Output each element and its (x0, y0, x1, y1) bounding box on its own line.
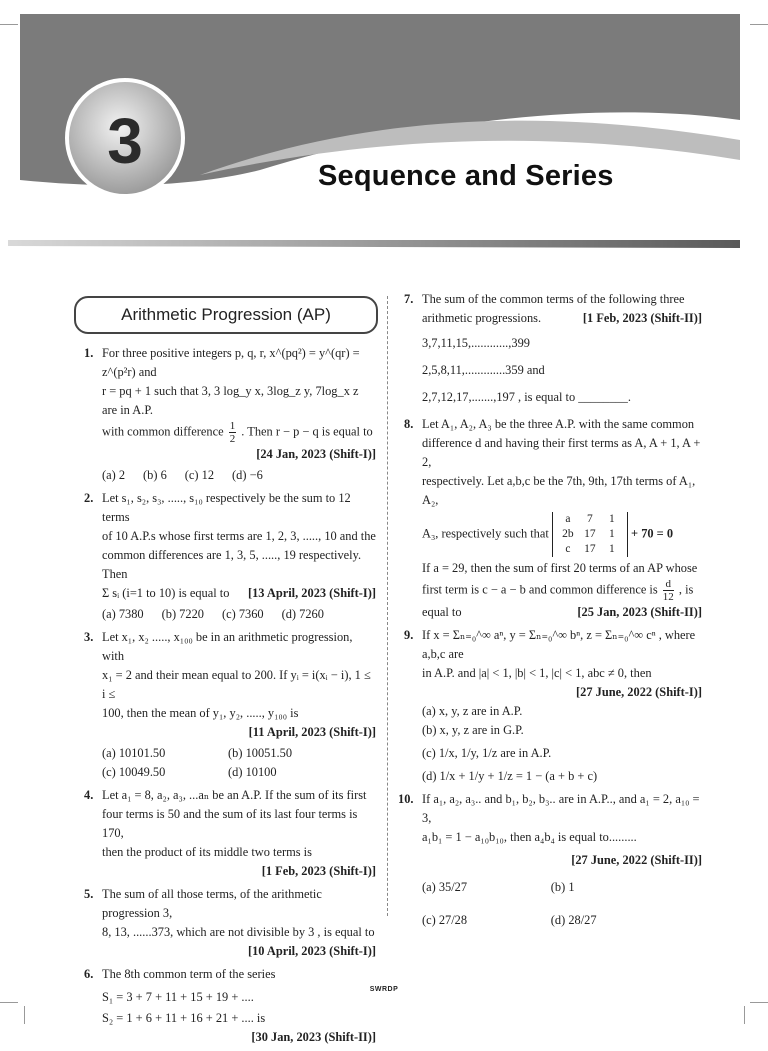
question-source: [24 Jan, 2023 (Shift-I)] (256, 447, 376, 461)
series-1: S₁ = 3 + 7 + 11 + 15 + 19 + .... (102, 990, 254, 1004)
question-text: r = pq + 1 such that 3, 3 log_y x, 3log_z y, 7log_x z are in A.P. (102, 384, 359, 417)
determinant-cell: 1 (609, 513, 615, 525)
crop-mark (750, 1002, 768, 1003)
question-text (422, 578, 702, 603)
question-8 (404, 415, 702, 622)
question-number: 9. (404, 628, 414, 642)
question-text: For three positive integers p, q, r, x^(pq²) = y^(qr) = z^(p²r) and (102, 346, 360, 379)
question-number: 2. (84, 491, 94, 505)
determinant (552, 512, 628, 557)
question-text-part: A₃, respectively such that (422, 526, 549, 541)
question-text: then the product of its middle two terms is (102, 845, 312, 859)
option: (b) x, y, z are in G.P. (422, 723, 524, 737)
progression-3: 2,7,12,17,.......,197 , is equal to ________. (422, 390, 631, 404)
section-heading: Arithmetic Progression (AP) (74, 296, 378, 334)
determinant-cell: 1 (609, 528, 615, 540)
question-5 (84, 885, 376, 961)
question-number: 6. (84, 967, 94, 981)
question-1 (84, 344, 376, 485)
option: (b) 7220 (161, 607, 204, 621)
question-text: If a = 29, then the sum of first 20 terms of an AP whose (422, 561, 698, 575)
determinant-cell: c (565, 543, 571, 555)
option: (a) 7380 (102, 607, 144, 621)
question-text: 8, 13, ......373, which are not divisible by 3 , is equal to (102, 925, 375, 939)
question-text: equal to (422, 605, 462, 619)
options (422, 878, 702, 930)
determinant-row (557, 542, 623, 557)
determinant-cell: 2b (562, 528, 574, 540)
options (102, 744, 376, 782)
question-number: 1. (84, 346, 94, 360)
option: (a) x, y, z are in A.P. (422, 704, 523, 718)
question-text-part: first term is c − a − b and common difference is (422, 582, 658, 597)
question-text: The sum of all those terms, of the arithmetic progression 3, (102, 887, 322, 920)
options (102, 466, 376, 485)
numerator: d (663, 578, 674, 591)
question-text: difference d and having their first terms as A, A + 1, A + 2, (422, 436, 701, 469)
options (102, 605, 376, 624)
question-text: Let a₁ = 8, a₂, a₃, ...aₙ be an A.P. If the sum of its first (102, 788, 367, 802)
option: (d) 10100 (228, 765, 277, 779)
question-text: If a₁, a₂, a₃.. and b₁, b₂, b₃.. are in A.P.., and a₁ = 2, a₁₀ = 3, (422, 792, 700, 825)
option: (d) 1/x + 1/y + 1/z = 1 − (a + b + c) (422, 769, 598, 783)
determinant-cell: 1 (609, 543, 615, 555)
question-source: [13 April, 2023 (Shift-I)] (247, 586, 376, 600)
option: (a) 10101.50 (102, 746, 166, 760)
determinant-row (557, 527, 623, 542)
option: (c) 10049.50 (102, 765, 166, 779)
series-2: S₂ = 1 + 6 + 11 + 16 + 21 + .... is (102, 1011, 266, 1025)
question-6 (84, 965, 376, 1047)
question-source: [11 April, 2023 (Shift-I)] (248, 725, 376, 739)
option: (d) −6 (232, 468, 263, 482)
crop-mark (744, 1006, 745, 1024)
question-text-part: + 70 = 0 (631, 526, 674, 541)
question-number: 5. (84, 887, 94, 901)
column-divider (387, 296, 388, 916)
chapter-title: Sequence and Series (318, 160, 614, 192)
question-source: [27 June, 2022 (Shift-I)] (576, 685, 702, 699)
question-text-part: , is (678, 582, 694, 597)
option: (b) 6 (143, 468, 167, 482)
option: (c) 7360 (221, 607, 264, 621)
crop-mark (750, 24, 768, 25)
option: (a) 35/27 (422, 880, 468, 894)
question-4 (84, 786, 376, 881)
question-9 (404, 626, 702, 786)
page-footer: SWRDP (369, 986, 399, 993)
determinant-row (557, 512, 623, 527)
question-text (422, 512, 702, 557)
crop-mark (0, 24, 18, 25)
progression-1: 3,7,11,15,............,399 (422, 336, 530, 350)
option: (d) 7260 (281, 607, 324, 621)
question-source: [25 Jan, 2023 (Shift-II)] (577, 605, 702, 619)
question-7 (404, 290, 702, 407)
denominator: 12 (662, 591, 674, 603)
option: (b) 10051.50 (228, 746, 293, 760)
summation-expression: Σ sᵢ (i=1 to 10) is equal to (102, 586, 230, 600)
question-text-part: . Then r − p − q is equal to (241, 424, 373, 439)
crop-mark (24, 1006, 25, 1024)
question-text-part: with common difference (102, 424, 224, 439)
crop-mark (0, 1002, 18, 1003)
question-10 (398, 790, 702, 930)
option: (b) 1 (550, 880, 575, 894)
question-number: 4. (84, 788, 94, 802)
determinant-cell: 17 (584, 528, 596, 540)
question-number: 8. (404, 417, 414, 431)
question-number: 10. (398, 792, 414, 806)
question-source: [1 Feb, 2023 (Shift-I)] (261, 864, 376, 878)
option: (d) 28/27 (550, 913, 597, 927)
denominator: 2 (229, 433, 236, 445)
numerator: 1 (229, 420, 236, 432)
question-text: The 8th common term of the series (102, 967, 276, 981)
option: (c) 12 (184, 468, 215, 482)
question-source: [10 April, 2023 (Shift-I)] (247, 944, 376, 958)
question-source: [1 Feb, 2023 (Shift-II)] (582, 311, 702, 325)
question-text: common differences are 1, 3, 5, ....., 19 respectively. Then (102, 548, 362, 581)
right-column (398, 290, 702, 934)
fraction (229, 420, 237, 445)
question-text: x₁ = 2 and their mean equal to 200. If yᵢ = i(xᵢ − i), 1 ≤ i ≤ (102, 668, 371, 701)
question-number: 7. (404, 292, 414, 306)
question-text: The sum of the common terms of the following three (422, 292, 685, 306)
question-text: of 10 A.P.s whose first terms are 1, 2, 3, ....., 10 and the (102, 529, 376, 543)
determinant-cell: a (565, 513, 571, 525)
question-text: a₁b₁ = 1 − a₁₀b₁₀, then a₄b₄ is equal to......... (422, 830, 637, 844)
question-text: If x = Σₙ₌₀^∞ aⁿ, y = Σₙ₌₀^∞ bⁿ, z = Σₙ₌₀^∞ cⁿ , where a,b,c are (422, 628, 696, 661)
question-text: arithmetic progressions. (422, 311, 542, 325)
left-column (84, 296, 376, 1051)
question-text (102, 420, 376, 445)
question-number: 3. (84, 630, 94, 644)
question-text: in A.P. and |a| < 1, |b| < 1, |c| < 1, abc ≠ 0, then (422, 666, 652, 680)
option: (a) 2 (102, 468, 126, 482)
question-source: [27 June, 2022 (Shift-II)] (571, 853, 702, 867)
question-source: [30 Jan, 2023 (Shift-II)] (251, 1030, 376, 1044)
option: (c) 1/x, 1/y, 1/z are in A.P. (422, 746, 552, 760)
question-text: four terms is 50 and the sum of its last four terms is 170, (102, 807, 358, 840)
determinant-cell: 17 (584, 543, 596, 555)
question-text: 100, then the mean of y₁, y₂, ....., y₁₀₀ is (102, 706, 299, 720)
progression-2: 2,5,8,11,.............359 and (422, 363, 545, 377)
chapter-number: 3 (107, 105, 143, 177)
question-2 (84, 489, 376, 624)
question-3 (84, 628, 376, 782)
question-text: respectively. Let a,b,c be the 7th, 9th, 17th terms of A₁, A₂, (422, 474, 696, 507)
option: (c) 27/28 (422, 913, 468, 927)
determinant-cell: 7 (587, 513, 593, 525)
question-text: Let x₁, x₂ ....., x₁₀₀ be in an arithmetic progression, with (102, 630, 353, 663)
question-text: Let s₁, s₂, s₃, ....., s₁₀ respectively be the sum to 12 terms (102, 491, 351, 524)
question-text: Let A₁, A₂, A₃ be the three A.P. with the same common (422, 417, 695, 431)
fraction (663, 578, 674, 603)
